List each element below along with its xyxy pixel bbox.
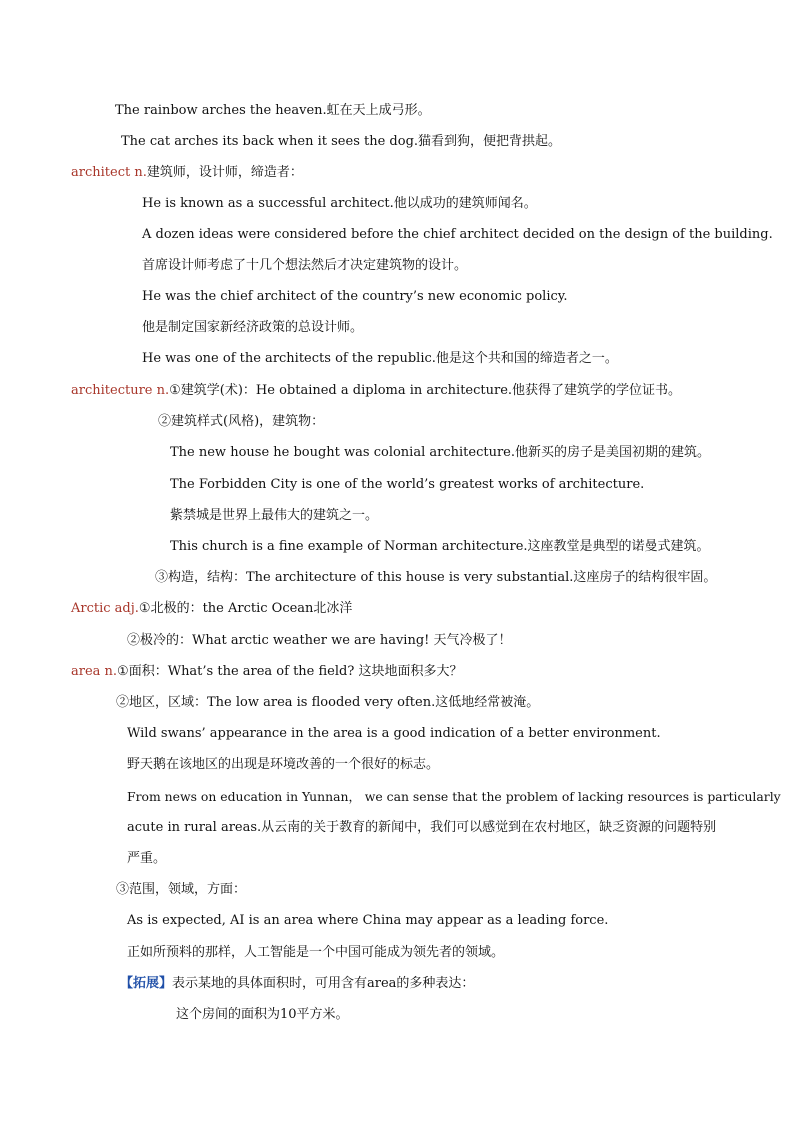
sense: ①面积：What’s the area of the field? 这块地面积多大？ — [117, 664, 463, 679]
example-sentence: As is expected, AI is an area where China may appear as a leading force. — [127, 913, 609, 928]
entry-area — [71, 663, 462, 681]
example-sentence: The cat arches its back when it sees the dog.猫看到狗，便把背拱起。 — [121, 134, 562, 149]
example-sentence: Wild swans’ appearance in the area is a good indication of a better environment. — [127, 726, 661, 741]
extension-note — [120, 975, 474, 993]
extension-tag: 【拓展】 — [120, 976, 173, 991]
definition: 建筑师，设计师，缔造者： — [146, 165, 303, 180]
example-sentence: A dozen ideas were considered before the chief architect decided on the design of the building. — [142, 227, 773, 242]
example-sentence: The new house he bought was colonial architecture.他新买的房子是美国初期的建筑。 — [170, 445, 710, 460]
sense: ①建筑学(术)：He obtained a diploma in architecture.他获得了建筑学的学位证书。 — [169, 383, 682, 398]
sense: ②地区，区域：The low area is flooded very often.这低地经常被淹。 — [116, 695, 540, 710]
example-translation: 他是制定国家新经济政策的总设计师。 — [142, 320, 364, 335]
sense: ②建筑样式(风格)，建筑物： — [158, 414, 325, 429]
example-sentence: He is known as a successful architect.他以成功的建筑师闻名。 — [142, 196, 537, 211]
example-sentence: He was one of the architects of the republic.他是这个共和国的缔造者之一。 — [142, 351, 618, 366]
headword: architecture n. — [71, 383, 170, 398]
extension-text: 表示某地的具体面积时，可用含有area的多种表达： — [172, 976, 475, 991]
headword: architect n. — [71, 165, 147, 180]
example-sentence: The Forbidden City is one of the world’s greatest works of architecture. — [170, 477, 645, 492]
headword: area n. — [71, 664, 118, 679]
example-sentence: The rainbow arches the heaven.虹在天上成弓形。 — [115, 103, 431, 118]
headword: Arctic adj. — [71, 601, 139, 616]
example-sentence: From news on education in Yunnan， we can sense that the problem of lacking resources is particularly — [127, 789, 781, 804]
example-translation: 正如所预料的那样，人工智能是一个中国可能成为领先者的领域。 — [127, 945, 505, 960]
example-translation: 紫禁城是世界上最伟大的建筑之一。 — [170, 508, 379, 523]
example-sentence: He was the chief architect of the country’s new economic policy. — [142, 289, 568, 304]
entry-architect — [71, 164, 303, 182]
sense: ③构造，结构：The architecture of this house is very substantial.这座房子的结构很牢固。 — [155, 570, 717, 585]
example-sentence: acute in rural areas.从云南的关于教育的新闻中，我们可以感觉到在农村地区，缺乏资源的问题特别 — [127, 820, 717, 835]
example-translation: 这个房间的面积为10平方米。 — [176, 1007, 349, 1022]
sense: ①北极的：the Arctic Ocean北冰洋 — [138, 601, 353, 616]
sense: ②极冷的：What arctic weather we are having! 天气冷极了！ — [127, 633, 512, 648]
example-sentence: This church is a fine example of Norman architecture.这座教堂是典型的诺曼式建筑。 — [170, 539, 710, 554]
example-translation: 首席设计师考虑了十几个想法然后才决定建筑物的设计。 — [142, 258, 468, 273]
example-translation: 野天鹅在该地区的出现是环境改善的一个很好的标志。 — [127, 757, 440, 772]
entry-arctic — [71, 600, 352, 618]
entry-architecture — [71, 382, 681, 400]
sense: ③范围，领域，方面： — [116, 882, 247, 897]
example-sentence: 严重。 — [127, 851, 167, 866]
